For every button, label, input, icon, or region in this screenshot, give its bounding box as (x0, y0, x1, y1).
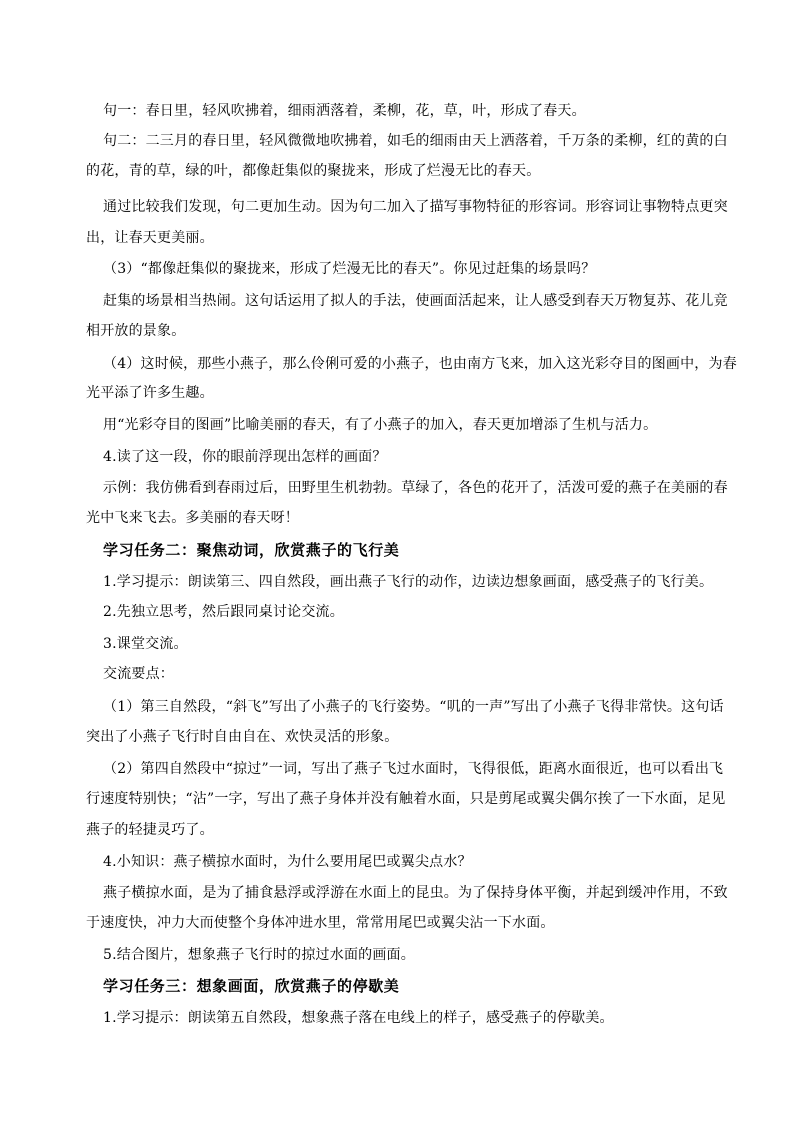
key-points-label: 交流要点： (103, 666, 174, 682)
task-three-heading: 学习任务三：想象画面，欣赏燕子的停歇美 (103, 977, 400, 995)
task-three-prompt: 1.学习提示：朗读第五自然段，想象燕子落在电线上的样子，感受燕子的停歇美。 (103, 1010, 614, 1026)
sentence-two: 句二：二三月的春日里，轻风微微地吹拂着，如毛的细雨由天上洒落着，千万条的柔柳，红的黄的白 (103, 133, 728, 149)
answer-3: 赶集的场景相当热闹。这句话运用了拟人的手法，使画面活起来，让人感受到春天万物复苏、花儿竞 (103, 293, 728, 309)
sentence-one: 句一：春日里，轻风吹拂着，细雨洒落着，柔柳，花，草，叶，形成了春天。 (103, 103, 586, 119)
sentence-two-cont: 的花，青的草，绿的叶，都像赶集似的聚拢来，形成了烂漫无比的春天。 (86, 163, 541, 179)
question-4: （4）这时候，那些小燕子，那么伶俐可爱的小燕子，也由南方飞来，加入这光彩夺目的图画中，为春 (103, 356, 737, 372)
fact-question: 4.小知识：燕子横掠水面时，为什么要用尾巴或翼尖点水？ (103, 854, 472, 870)
key-point-1-cont: 突出了小燕子飞行时自由自在、欢快灵活的形象。 (86, 729, 399, 745)
item-4-question: 4.读了这一段，你的眼前浮现出怎样的画面？ (103, 449, 387, 465)
comparison-text: 通过比较我们发现，句二更加生动。因为句二加入了描写事物特征的形容词。形容词让事物特点更突 (103, 199, 728, 215)
task-two-heading: 学习任务二：聚焦动词，欣赏燕子的飞行美 (103, 541, 400, 559)
fact-answer: 燕子横掠水面，是为了捕食悬浮或浮游在水面上的昆虫。为了保持身体平衡，并起到缓冲作用，不致 (103, 885, 728, 901)
question-3: （3）“都像赶集似的聚拢来，形成了烂漫无比的春天”。你见过赶集的场景吗？ (103, 261, 596, 277)
task-two-step-2: 2.先独立思考，然后跟同桌讨论交流。 (103, 604, 344, 620)
comparison-text-cont: 出，让春天更美丽。 (86, 230, 214, 246)
key-point-2-cont: 行速度特别快；“沾”一字，写出了燕子身体并没有触着水面，只是剪尾或翼尖偶尔挨了一下水面，足见 (86, 791, 726, 807)
task-two-step-5: 5.结合图片，想象燕子飞行时的掠过水面的画面。 (103, 947, 415, 963)
question-4-cont: 光平添了许多生趣。 (86, 385, 214, 401)
example-answer-cont: 光中飞来飞去。多美丽的春天呀！ (86, 510, 299, 526)
key-point-1: （1）第三自然段，“斜飞”写出了小燕子的飞行姿势。“叽的一声”写出了小燕子飞得非常快。这句话 (103, 699, 724, 715)
key-point-2: （2）第四自然段中“掠过”一词，写出了燕子飞过水面时，飞得很低，距离水面很近，也可以看出飞 (103, 761, 724, 777)
task-two-step-3: 3.课堂交流。 (103, 636, 188, 652)
key-point-2-end: 燕子的轻捷灵巧了。 (86, 822, 214, 838)
fact-answer-cont: 于速度快，冲力大而使整个身体冲进水里，常常用尾巴或翼尖沾一下水面。 (86, 915, 555, 931)
answer-4: 用“光彩夺目的图画”比喻美丽的春天，有了小燕子的加入，春天更加增添了生机与活力。 (103, 417, 658, 433)
answer-3-cont: 相开放的景象。 (86, 323, 186, 339)
example-answer: 示例：我仿佛看到春雨过后，田野里生机勃勃。草绿了，各色的花开了，活泼可爱的燕子在美丽的春 (103, 480, 728, 496)
task-two-prompt: 1.学习提示：朗读第三、四自然段，画出燕子飞行的动作，边读边想象画面，感受燕子的飞行美。 (103, 574, 714, 590)
